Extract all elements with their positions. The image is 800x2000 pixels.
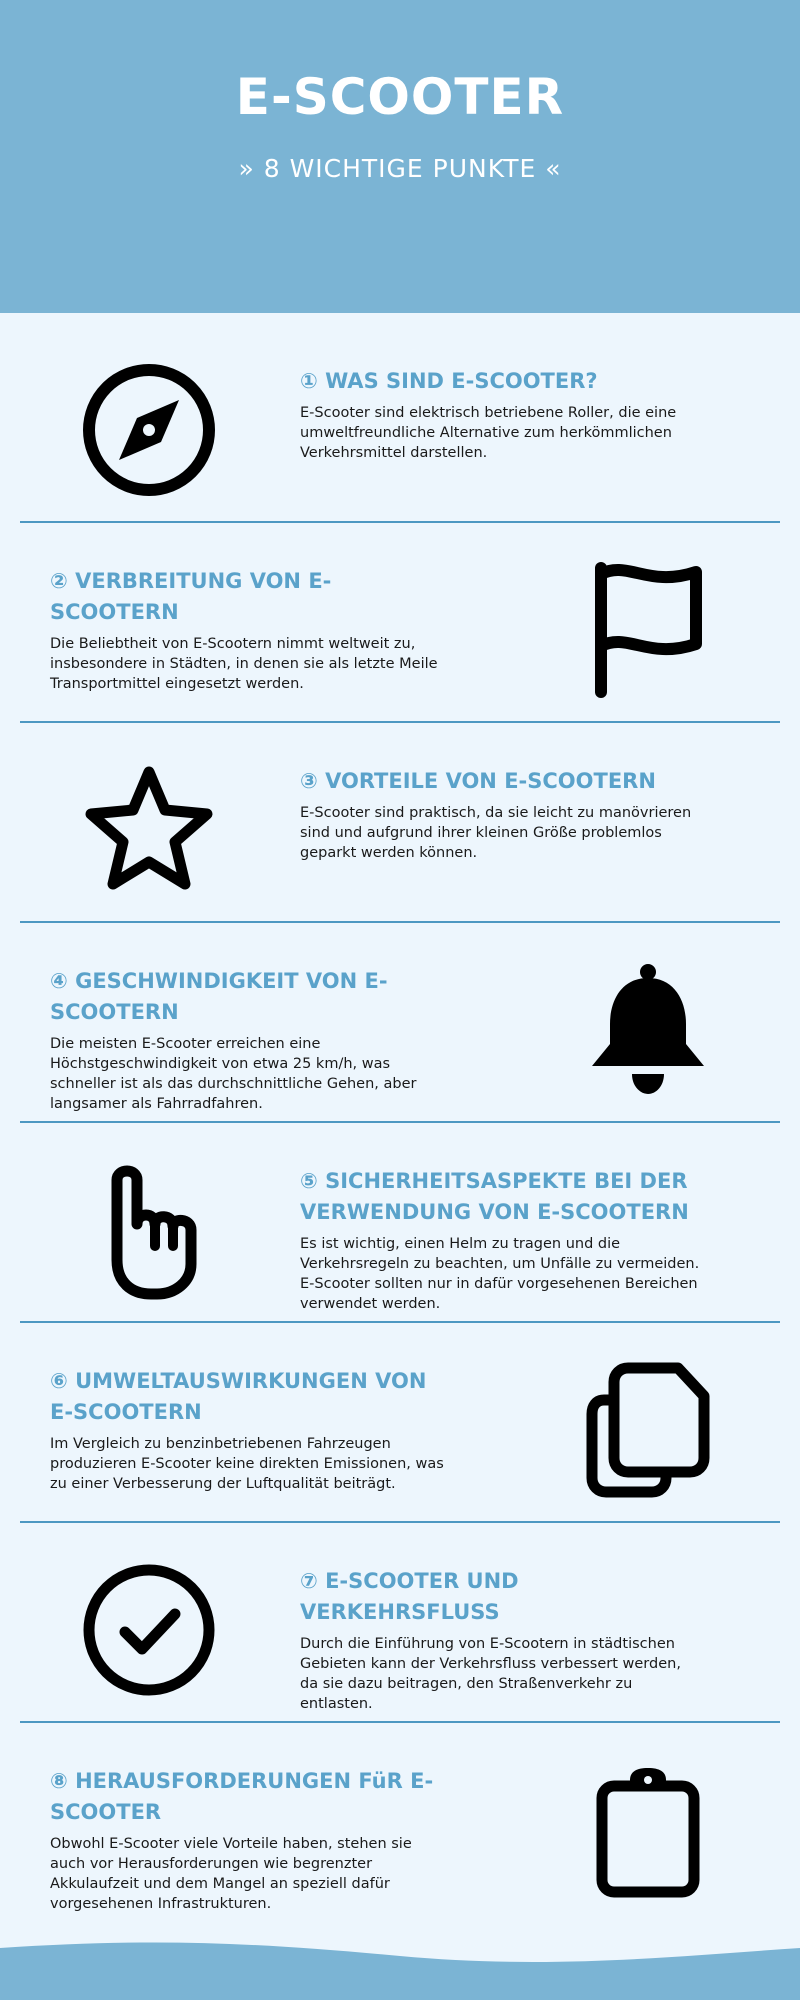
- section-body: Durch die Einführung von E-Scootern in städtischen Gebieten kann der Verkehrsfluss verbessert werden, da sie dazu beitragen, den Straßenverkehr zu entlasten.: [300, 1636, 681, 1712]
- star-icon: [79, 760, 219, 900]
- section-heading: ⑧ HERAUSFORDERUNGEN FüR E-SCOOTER: [50, 1769, 434, 1824]
- section-body: Es ist wichtig, einen Helm zu tragen und die Verkehrsregeln zu beachten, um Unfälle zu vermeiden. E-Scooter sollten nur in dafür vorgesehenen Bereichen verwendet werden.: [300, 1236, 700, 1312]
- section-body: Die Beliebtheit von E-Scootern nimmt weltweit zu, insbesondere in Städten, in denen sie als letzte Meile Transportmittel eingesetzt werden.: [50, 636, 438, 692]
- section-what-are-e-scooters: [0, 320, 800, 520]
- section-body: E-Scooter sind praktisch, da sie leicht zu manövrieren sind und aufgrund ihrer kleinen Größe problemlos geparkt werden können.: [300, 805, 692, 861]
- page-subtitle: » 8 WICHTIGE PUNKTE «: [238, 154, 562, 183]
- section-speed: [0, 920, 800, 1120]
- section-challenges: [0, 1720, 800, 1920]
- bell-icon: [578, 960, 718, 1100]
- section-environment: [0, 1320, 800, 1520]
- clipboard-icon: [578, 1760, 718, 1900]
- pointing-hand-icon: [79, 1160, 219, 1300]
- section-heading: ⑥ UMWELTAUSWIRKUNGEN VON E-SCOOTERN: [50, 1369, 427, 1424]
- page-title: E-SCOOTER: [235, 68, 565, 126]
- footer-wave: [0, 1930, 800, 2000]
- section-heading: ③ VORTEILE VON E-SCOOTERN: [300, 769, 656, 793]
- flag-icon: [578, 560, 718, 700]
- section-spread: [0, 520, 800, 720]
- section-advantages: [0, 720, 800, 920]
- section-safety: [0, 1120, 800, 1320]
- compass-icon: [79, 360, 219, 500]
- section-heading: ⑦ E-SCOOTER UND VERKEHRSFLUSS: [300, 1569, 519, 1624]
- section-heading: ⑤ SICHERHEITSASPEKTE BEI DER VERWENDUNG VON E-SCOOTERN: [300, 1169, 689, 1224]
- section-heading: ④ GESCHWINDIGKEIT VON E-SCOOTERN: [50, 969, 388, 1024]
- copy-icon: [578, 1360, 718, 1500]
- section-heading: ② VERBREITUNG VON E-SCOOTERN: [50, 569, 332, 624]
- section-body: Obwohl E-Scooter viele Vorteile haben, stehen sie auch vor Herausforderungen wie begrenzter Akkulaufzeit und dem Mangel an speziell dafür vorgesehenen Infrastrukturen.: [50, 1836, 412, 1912]
- header-banner: [0, 0, 800, 313]
- section-body: Im Vergleich zu benzinbetriebenen Fahrzeugen produzieren E-Scooter keine direkten Emissionen, was zu einer Verbesserung der Luftqualität beiträgt.: [50, 1436, 444, 1492]
- check-circle-icon: [79, 1560, 219, 1700]
- section-heading: ① WAS SIND E-SCOOTER?: [300, 369, 598, 393]
- section-traffic-flow: [0, 1520, 800, 1720]
- section-body: E-Scooter sind elektrisch betriebene Roller, die eine umweltfreundliche Alternative zum herkömmlichen Verkehrsmittel darstellen.: [300, 405, 677, 461]
- section-body: Die meisten E-Scooter erreichen eine Höchstgeschwindigkeit von etwa 25 km/h, was schneller ist als das durchschnittliche Gehen, aber langsamer als Fahrradfahren.: [50, 1036, 417, 1112]
